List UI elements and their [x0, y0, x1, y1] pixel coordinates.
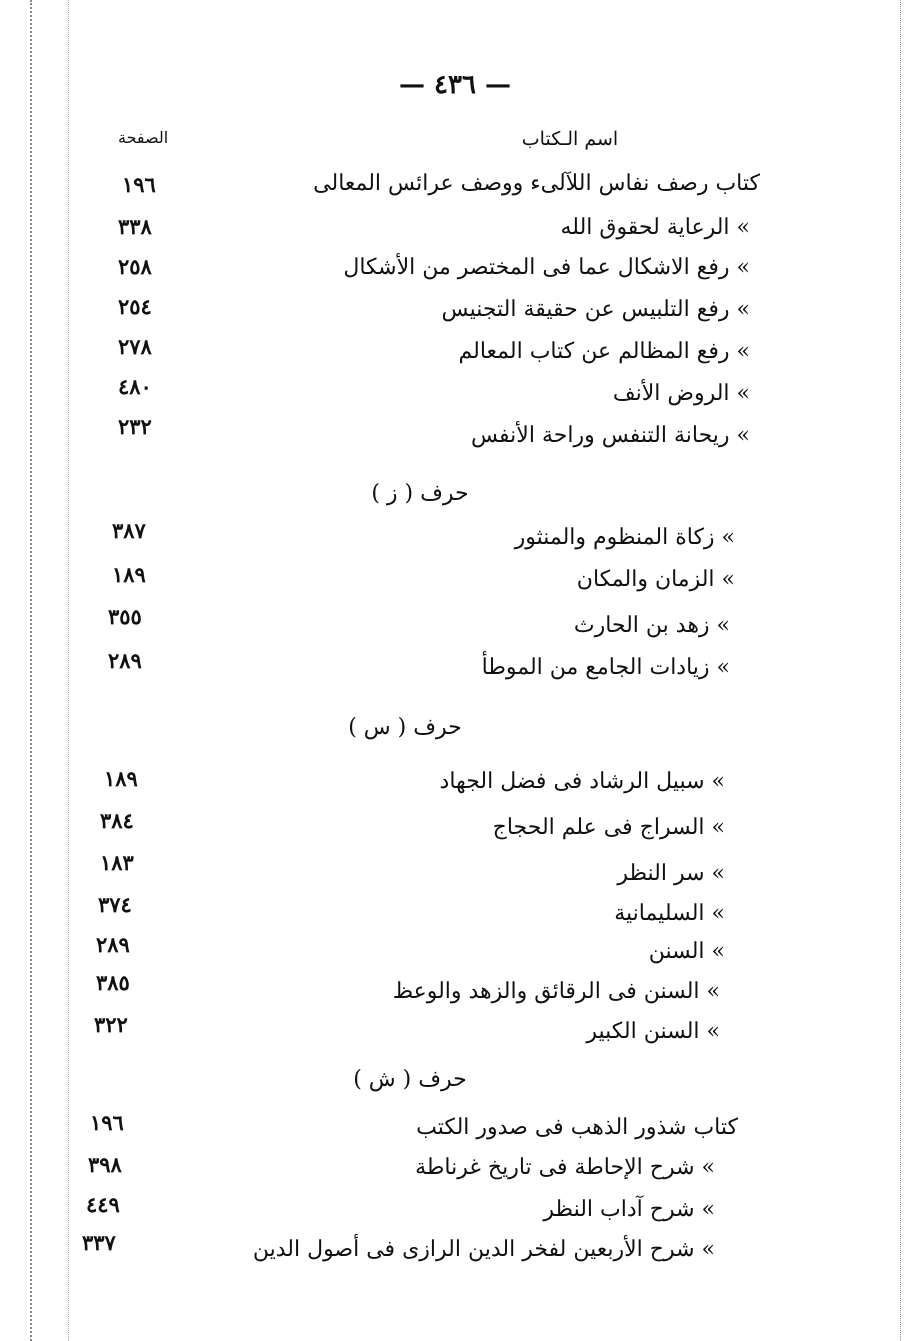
entry-page: ٤٤٩ [86, 1192, 120, 1217]
entry-page: ٢٥٨ [118, 254, 152, 279]
entry-title: » السنن الكبير [586, 1019, 720, 1044]
entry-page: ١٨٩ [112, 562, 146, 587]
entry-title: » رفع الاشكال عما فى المختصر من الأشكال [343, 255, 750, 280]
entry-page: ٢٧٨ [118, 334, 152, 359]
section-heading-sh: حرف ( ش ) [353, 1067, 467, 1092]
entry-page: ٣٨٥ [96, 970, 130, 995]
entry-page: ١٩٦ [90, 1110, 124, 1135]
title-column-header: اسم الـكتاب [521, 128, 619, 150]
entry-title: » الزمان والمكان [576, 567, 735, 592]
entry-page: ٣٨٤ [100, 808, 134, 833]
entry-page: ٤٨٠ [118, 374, 152, 399]
entry-page: ٢٨٩ [108, 648, 142, 673]
entry-page: ١٨٩ [104, 766, 138, 791]
entry-title: كتاب شذور الذهب فى صدور الكتب [416, 1115, 738, 1140]
entry-page: ١٨٣ [100, 850, 134, 875]
entry-page: ٣٣٨ [118, 214, 152, 239]
entry-title: » السنن [648, 939, 725, 964]
entry-title: » زكاة المنظوم والمنثور [514, 525, 735, 550]
entry-page: ٣٧٤ [98, 892, 132, 917]
entry-page: ٣٢٢ [94, 1012, 128, 1037]
entry-title: كتاب رصف نفاس اللآلىء ووصف عرائس المعالى [313, 171, 760, 196]
pages-column-header: الصفحة [118, 128, 169, 147]
entry-title: » السنن فى الرقائق والزهد والوعظ [392, 979, 720, 1004]
entry-title: » زهد بن الحارث [573, 613, 730, 638]
entry-page: ٣٩٨ [88, 1152, 122, 1177]
entry-title: » السراج فى علم الحجاج [492, 815, 725, 840]
entry-title: » رفع المظالم عن كتاب المعالم [458, 339, 750, 364]
entry-title: » شرح الإحاطة فى تاريخ غرناطة [415, 1155, 715, 1180]
entry-title: » سبيل الرشاد فى فضل الجهاد [439, 769, 725, 794]
entry-page: ١٩٦ [122, 172, 156, 197]
entry-title: » الرعاية لحقوق الله [560, 215, 750, 240]
entry-title: » سر النظر [617, 861, 725, 886]
section-heading-z: حرف ( ز ) [371, 481, 469, 506]
entry-title: » السليمانية [614, 901, 725, 926]
entry-title: » الروض الأنف [612, 381, 750, 406]
entry-page: ٢٨٩ [96, 932, 130, 957]
entry-page: ٢٣٢ [118, 414, 152, 439]
entry-title: » ريحانة التنفس وراحة الأنفس [471, 423, 750, 448]
entry-title: » شرح آداب النظر [543, 1197, 715, 1222]
section-heading-s: حرف ( س ) [348, 715, 462, 740]
entry-page: ٣٥٥ [108, 604, 142, 629]
entry-page: ٣٣٧ [82, 1230, 116, 1255]
entry-page: ٣٨٧ [112, 518, 146, 543]
entry-page: ٢٥٤ [118, 294, 152, 319]
entry-title: » زيادات الجامع من الموطأ [481, 655, 730, 680]
page-number: — ٤٣٦ — [398, 70, 512, 100]
entry-title: » شرح الأربعين لفخر الدين الرازى فى أصول الدين [252, 1237, 715, 1262]
entry-title: » رفع التلبيس عن حقيقة التجنيس [441, 297, 750, 322]
